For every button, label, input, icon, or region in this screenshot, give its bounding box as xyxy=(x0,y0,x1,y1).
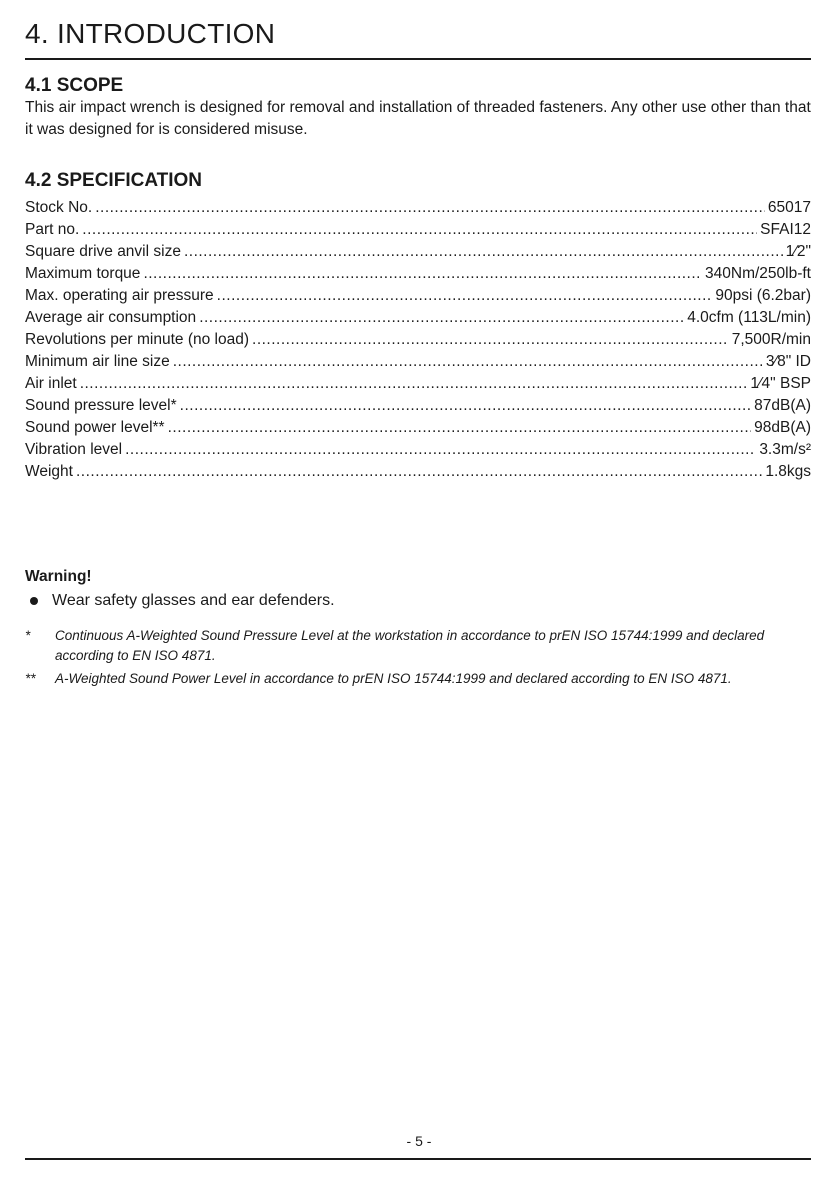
dot-leader xyxy=(80,373,748,395)
spec-row xyxy=(25,329,811,351)
specification-list xyxy=(25,197,811,483)
spec-value: 1⁄2" xyxy=(785,243,811,260)
dot-leader xyxy=(184,241,783,263)
spec-value: 98dB(A) xyxy=(754,419,811,436)
spec-label: Vibration level xyxy=(25,441,123,458)
spec-value: 3⁄8" ID xyxy=(765,353,811,370)
spec-label: Air inlet xyxy=(25,375,77,392)
dot-leader xyxy=(168,417,752,439)
spec-row xyxy=(25,439,811,461)
footnote-sound-power xyxy=(25,669,815,689)
spec-value: 65017 xyxy=(767,199,811,216)
dot-leader xyxy=(125,439,756,461)
dot-leader xyxy=(82,219,757,241)
spec-label: Revolutions per minute (no load) xyxy=(25,331,250,348)
title-divider xyxy=(25,58,811,60)
dot-leader xyxy=(217,285,713,307)
spec-value: SFAI12 xyxy=(760,221,811,238)
dot-leader xyxy=(95,197,765,219)
spec-value: 4.0cfm (113L/min) xyxy=(687,309,811,326)
spec-row xyxy=(25,307,811,329)
spec-row xyxy=(25,373,811,395)
spec-row xyxy=(25,285,811,307)
footnote-mark: * xyxy=(25,628,31,643)
spec-row xyxy=(25,461,811,483)
spec-label: Part no. xyxy=(25,221,80,238)
spec-label: Max. operating air pressure xyxy=(25,287,214,304)
footer-divider xyxy=(25,1158,811,1160)
scope-heading: 4.1 SCOPE xyxy=(25,75,124,96)
warning-item xyxy=(25,592,335,610)
page-number: - 5 - xyxy=(406,1133,432,1149)
dot-leader xyxy=(180,395,751,417)
spec-row xyxy=(25,417,811,439)
spec-value: 3.3m/s² xyxy=(759,441,811,458)
dot-leader xyxy=(143,263,702,285)
spec-value: 340Nm/250lb-ft xyxy=(705,265,811,282)
spec-row xyxy=(25,219,811,241)
spec-label: Square drive anvil size xyxy=(25,243,181,260)
dot-leader xyxy=(252,329,729,351)
spec-row xyxy=(25,263,811,285)
spec-label: Sound power level** xyxy=(25,419,165,436)
spec-value: 7,500R/min xyxy=(731,331,811,348)
spec-value: 1.8kgs xyxy=(765,463,811,480)
spec-label: Minimum air line size xyxy=(25,353,170,370)
spec-row xyxy=(25,241,811,263)
spec-label: Average air consumption xyxy=(25,309,197,326)
spec-value: 87dB(A) xyxy=(754,397,811,414)
footnote-text: A-Weighted Sound Power Level in accordance to prEN ISO 15744:1999 and declared according to EN ISO 4871. xyxy=(55,671,732,686)
specification-heading: 4.2 SPECIFICATION xyxy=(25,170,203,191)
scope-text: This air impact wrench is designed for removal and installation of threaded fasteners. Any other use other than that it was designed for is considered misuse. xyxy=(25,99,811,138)
page-title: 4. INTRODUCTION xyxy=(25,18,276,49)
bullet-icon xyxy=(30,597,38,605)
spec-row xyxy=(25,395,811,417)
spec-label: Weight xyxy=(25,463,73,480)
dot-leader xyxy=(76,461,762,483)
spec-label: Stock No. xyxy=(25,199,93,216)
spec-label: Maximum torque xyxy=(25,265,141,282)
spec-row xyxy=(25,197,811,219)
dot-leader xyxy=(173,351,763,373)
spec-label: Sound pressure level* xyxy=(25,397,177,414)
warning-heading: Warning! xyxy=(25,568,92,585)
spec-row xyxy=(25,351,811,373)
spec-value: 1⁄4" BSP xyxy=(750,375,811,392)
dot-leader xyxy=(199,307,684,329)
footnote-sound-pressure xyxy=(25,626,815,666)
spec-value: 90psi (6.2bar) xyxy=(715,287,811,304)
footnote-text: Continuous A-Weighted Sound Pressure Level at the workstation in accordance to prEN ISO 15744:1999 and declared according to EN ISO 4871. xyxy=(55,628,765,663)
warning-item-text: Wear safety glasses and ear defenders. xyxy=(52,592,335,609)
footnote-mark: ** xyxy=(25,671,36,686)
